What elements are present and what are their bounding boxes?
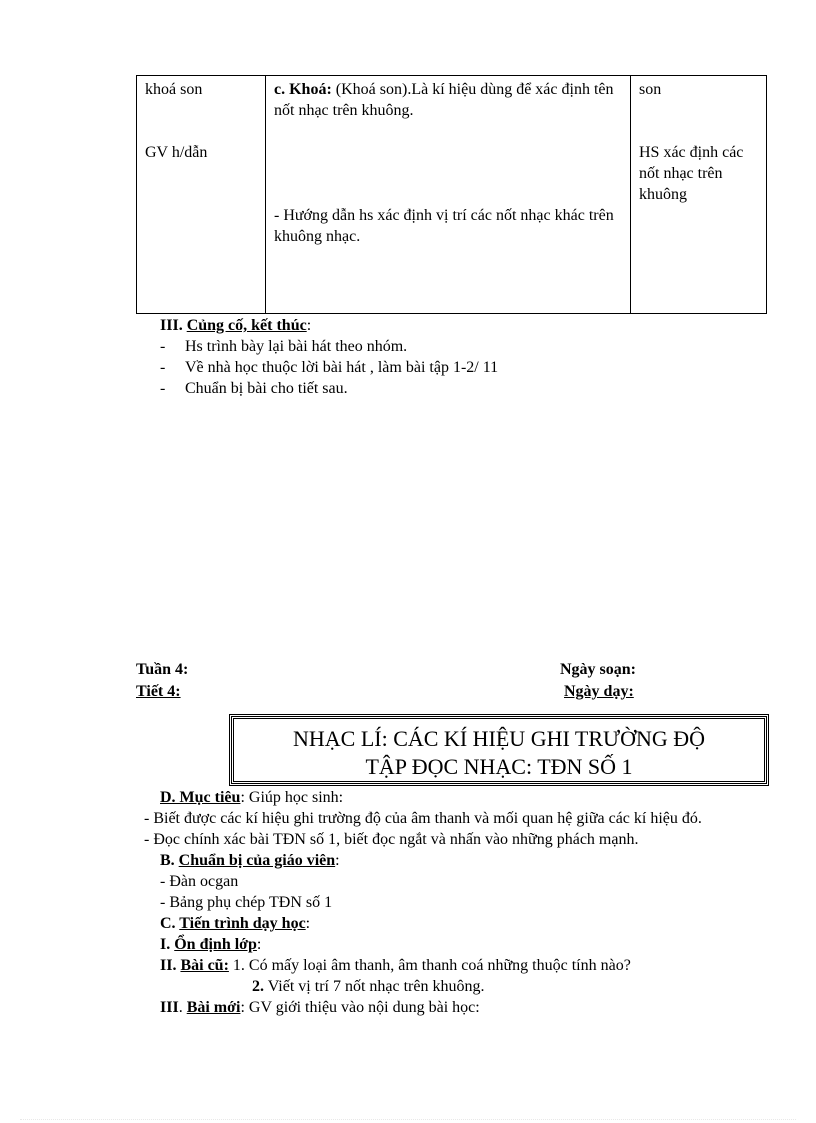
lesson-title-box: [231, 716, 767, 784]
section3-text: : GV giới thiệu vào nội dung bài học:: [240, 999, 480, 1016]
clef-label: c. Khoá:: [274, 81, 332, 98]
preparation-colon: :: [335, 852, 340, 869]
process-heading: [160, 913, 760, 934]
preparation-item-2: - Bảng phụ chép TĐN số 1: [160, 894, 333, 911]
lesson-body: [144, 787, 760, 1018]
preparation-label: Chuẩn bị của giáo viên: [178, 852, 336, 869]
process-prefix: C.: [160, 915, 180, 932]
section1-numeral: I.: [160, 936, 175, 953]
guide-note-positions: - Hướng dẫn hs xác định vị trí các nốt nhạc khác trên khuông nhạc.: [274, 207, 614, 245]
section2-line1: [160, 955, 760, 976]
method-khoa-son: khoá son: [145, 81, 203, 98]
question-2-text: Viết vị trí 7 nốt nhạc trên khuông.: [264, 978, 485, 995]
week-label: Tuần 4:: [136, 661, 189, 678]
teach-date-label: Ngày dạy:: [564, 683, 634, 700]
section3-numeral: III: [160, 999, 179, 1016]
list-item: - Về nhà học thuộc lời bài hát , làm bài tập 1-2/ 11: [160, 357, 498, 378]
page-bottom-border: [20, 1119, 796, 1120]
content-cell: [266, 76, 631, 314]
lesson-title-line2: TẬP ĐỌC NHẠC: TĐN SỐ 1: [365, 754, 633, 779]
section2-line2: [160, 976, 760, 997]
lesson-activity-table: [136, 75, 767, 314]
section2-label: Bài cũ:: [180, 957, 229, 974]
consolidation-colon: :: [306, 317, 312, 334]
process-colon: :: [305, 915, 311, 932]
lesson-number-label: Tiết 4:: [136, 683, 181, 700]
process-label: Tiến trình dạy học: [179, 915, 306, 932]
section1-colon: :: [256, 936, 262, 953]
consolidation-heading: III. Củng cố, kết thúc:: [160, 317, 312, 334]
prep-date-label: Ngày soạn:: [560, 661, 637, 678]
list-item: - Chuẩn bị bài cho tiết sau.: [160, 378, 498, 399]
activity-hs-identify: HS xác định các nốt nhạc trên khuông: [639, 144, 744, 203]
lesson-title-line1: NHẠC LÍ: CÁC KÍ HIỆU GHI TRƯỜNG ĐỘ: [292, 726, 706, 751]
objective-item-1: - Biết được các kí hiệu ghi trường độ của âm thanh và mối quan hệ giữa các kí hiệu đó.: [144, 810, 702, 827]
activity-son: son: [639, 81, 662, 98]
preparation-prefix: B.: [160, 852, 179, 869]
consolidation-list: [160, 336, 498, 399]
student-activity-cell: [631, 76, 767, 314]
teacher-method-cell: [137, 76, 266, 314]
section2-numeral: II.: [160, 957, 181, 974]
section1-heading: [160, 934, 760, 955]
clef-definition: [274, 79, 624, 121]
list-item: - Hs trình bày lại bài hát theo nhóm.: [160, 336, 498, 357]
objectives-heading: [160, 787, 760, 808]
section1-label: Ổn định lớp: [174, 936, 257, 953]
clef-text: (Khoá son).Là kí hiệu dùng để xác định tên nốt nhạc trên khuông.: [274, 81, 614, 119]
objective-item-2: - Đọc chính xác bài TĐN số 1, biết đọc ngắt và nhấn vào những phách mạnh.: [144, 831, 639, 848]
objectives-intro: : Giúp học sinh:: [240, 789, 344, 806]
table-row: [137, 76, 767, 314]
method-gv-guide: GV h/dẫn: [145, 144, 208, 161]
preparation-heading: [160, 850, 760, 871]
preparation-item-1: - Đàn ocgan: [160, 873, 239, 890]
consolidation-numeral: III: [160, 317, 179, 334]
question-1-text: Có mấy loại âm thanh, âm thanh coá những thuộc tính nào?: [244, 957, 631, 974]
section3-dot: .: [178, 999, 187, 1016]
objectives-label: D. Mục tiêu: [160, 789, 241, 806]
question-1-number: 1.: [228, 957, 245, 974]
question-2-number: 2.: [252, 978, 264, 995]
section3-label: Bài mới: [186, 999, 241, 1016]
consolidation-label: Củng cố, kết thúc: [186, 317, 307, 334]
section3-heading: [160, 997, 760, 1018]
